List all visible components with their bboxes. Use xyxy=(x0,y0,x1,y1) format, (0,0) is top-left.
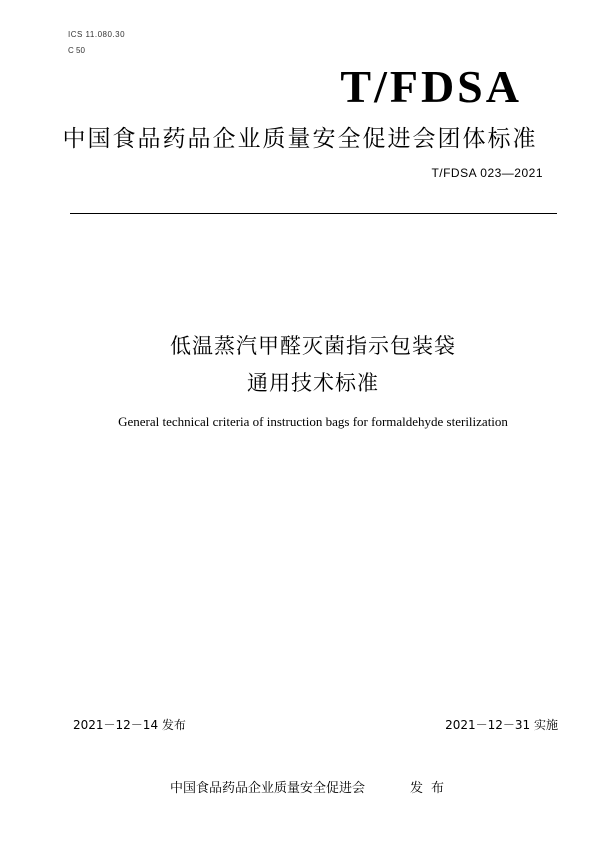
publish-date: 2021－12－14 发布 xyxy=(73,718,186,732)
header-divider xyxy=(70,213,557,214)
document-title-line-2: 通用技术标准 xyxy=(247,371,379,395)
document-title-line-1: 低温蒸汽甲醛灭菌指示包装袋 xyxy=(170,334,456,358)
organization-title: 中国食品药品企业质量安全促进会团体标准 xyxy=(62,126,538,152)
document-title-english: General technical criteria of instruction bags for formaldehyde sterilization xyxy=(118,414,508,429)
standard-number: T/FDSA 023—2021 xyxy=(431,166,543,180)
ics-code: ICS 11.080.30 xyxy=(68,30,126,39)
implement-date: 2021－12－31 实施 xyxy=(445,718,558,732)
ccs-code: C 50 xyxy=(68,46,85,55)
issue-label: 发布 xyxy=(410,781,453,796)
issuing-organization: 中国食品药品企业质量安全促进会 xyxy=(170,781,366,796)
standard-logo: T/FDSA xyxy=(340,61,522,112)
